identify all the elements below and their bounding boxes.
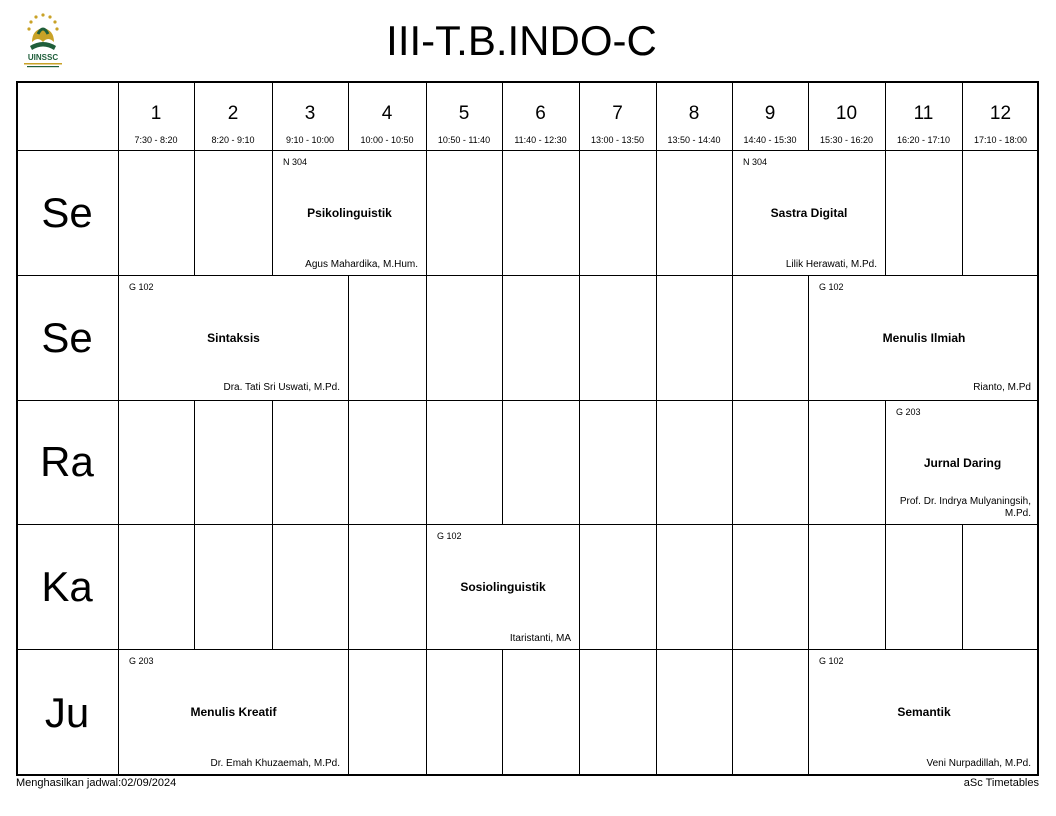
svg-text:UINSSC: UINSSC [27,53,59,62]
period-time: 14:40 - 15:30 [743,135,797,145]
period-time: 17:10 - 18:00 [973,135,1028,145]
period-number: 6 [535,103,546,124]
teacher-name: Lilik Herawati, M.Pd. [785,259,877,270]
room-code: N 304 [743,157,768,167]
period-number: 5 [458,103,470,124]
subject-name: Psikolinguistik [307,206,392,220]
lesson-card[interactable] [426,524,579,649]
period-time: 10:00 - 10:50 [360,135,414,145]
period-time: 11:40 - 12:30 [514,135,567,145]
lesson-card[interactable] [885,400,1039,524]
day-label: Se [41,188,93,236]
teacher-name: Agus Mahardika, M.Hum. [305,259,418,270]
period-number: 4 [381,103,393,124]
period-header-6 [502,81,579,150]
subject-name: Semantik [897,705,951,719]
period-time: 13:50 - 14:40 [667,135,721,145]
period-number: 9 [764,103,776,124]
room-code: G 102 [819,656,844,666]
day-label: Se [41,313,93,361]
period-header-1 [118,81,194,150]
period-header-4 [348,81,426,150]
period-time: 13:00 - 13:50 [590,135,645,145]
day-label: Ra [40,438,94,485]
period-time: 8:20 - 9:10 [211,135,255,145]
period-time: 10:50 - 11:40 [437,135,491,145]
period-time: 9:10 - 10:00 [285,135,335,145]
lesson-card[interactable] [808,649,1039,776]
grid-column-line [656,81,657,776]
teacher-name: Prof. Dr. Indrya Mulyaningsih, M.Pd. [899,496,1031,519]
room-code: G 203 [896,407,921,417]
lesson-card[interactable] [272,150,426,275]
timetable-grid [16,81,1039,776]
subject-name: Menulis Kreatif [190,705,277,719]
period-time: 7:30 - 8:20 [134,135,178,145]
brand-label: aSc Timetables [963,777,1039,789]
subject-name: Sosiolinguistik [460,580,546,594]
subject-name: Menulis Ilmiah [882,331,966,345]
period-number: 10 [835,103,858,124]
period-header-3 [272,81,348,150]
generated-date: Menghasilkan jadwal:02/09/2024 [16,777,177,789]
period-number: 11 [913,103,934,124]
lesson-card[interactable] [118,275,348,400]
room-code: N 304 [283,157,308,167]
period-number: 2 [227,103,239,124]
teacher-name: Veni Nurpadillah, M.Pd. [926,758,1031,769]
lesson-card[interactable] [732,150,885,275]
period-number: 3 [304,103,316,124]
day-label: Ju [44,688,90,736]
grid-column-line [579,81,580,776]
period-time: 15:30 - 16:20 [819,135,874,145]
subject-name: Sintaksis [207,331,260,345]
room-code: G 102 [819,282,844,292]
room-code: G 102 [437,531,462,541]
period-number: 8 [688,103,700,124]
subject-name: Sastra Digital [770,206,848,220]
day-label: Ka [41,562,93,610]
period-number: 12 [989,103,1012,124]
lesson-card[interactable] [808,275,1039,400]
period-header-12 [962,81,1039,150]
period-header-5 [426,81,502,150]
period-header-9 [732,81,808,150]
period-header-2 [194,81,272,150]
grid-column-line [426,81,427,776]
lesson-card[interactable] [118,649,348,776]
teacher-name: Dr. Emah Khuzaemah, M.Pd. [210,758,340,769]
teacher-name: Itaristanti, MA [509,633,571,644]
room-code: G 203 [129,656,154,666]
period-header-7 [579,81,656,150]
subject-name: Jurnal Daring [923,456,1002,470]
period-number: 7 [612,103,623,124]
period-header-8 [656,81,732,150]
timetable-title: III-T.B.INDO-C [386,17,657,64]
teacher-name: Dra. Tati Sri Uswati, M.Pd. [223,382,340,393]
period-time: 16:20 - 17:10 [896,135,951,145]
grid-column-line [502,81,503,776]
period-number: 1 [150,103,162,124]
grid-row-line [16,150,1039,151]
room-code: G 102 [129,282,154,292]
teacher-name: Rianto, M.Pd [973,382,1031,393]
period-header-10 [808,81,885,150]
period-header-11 [885,81,962,150]
